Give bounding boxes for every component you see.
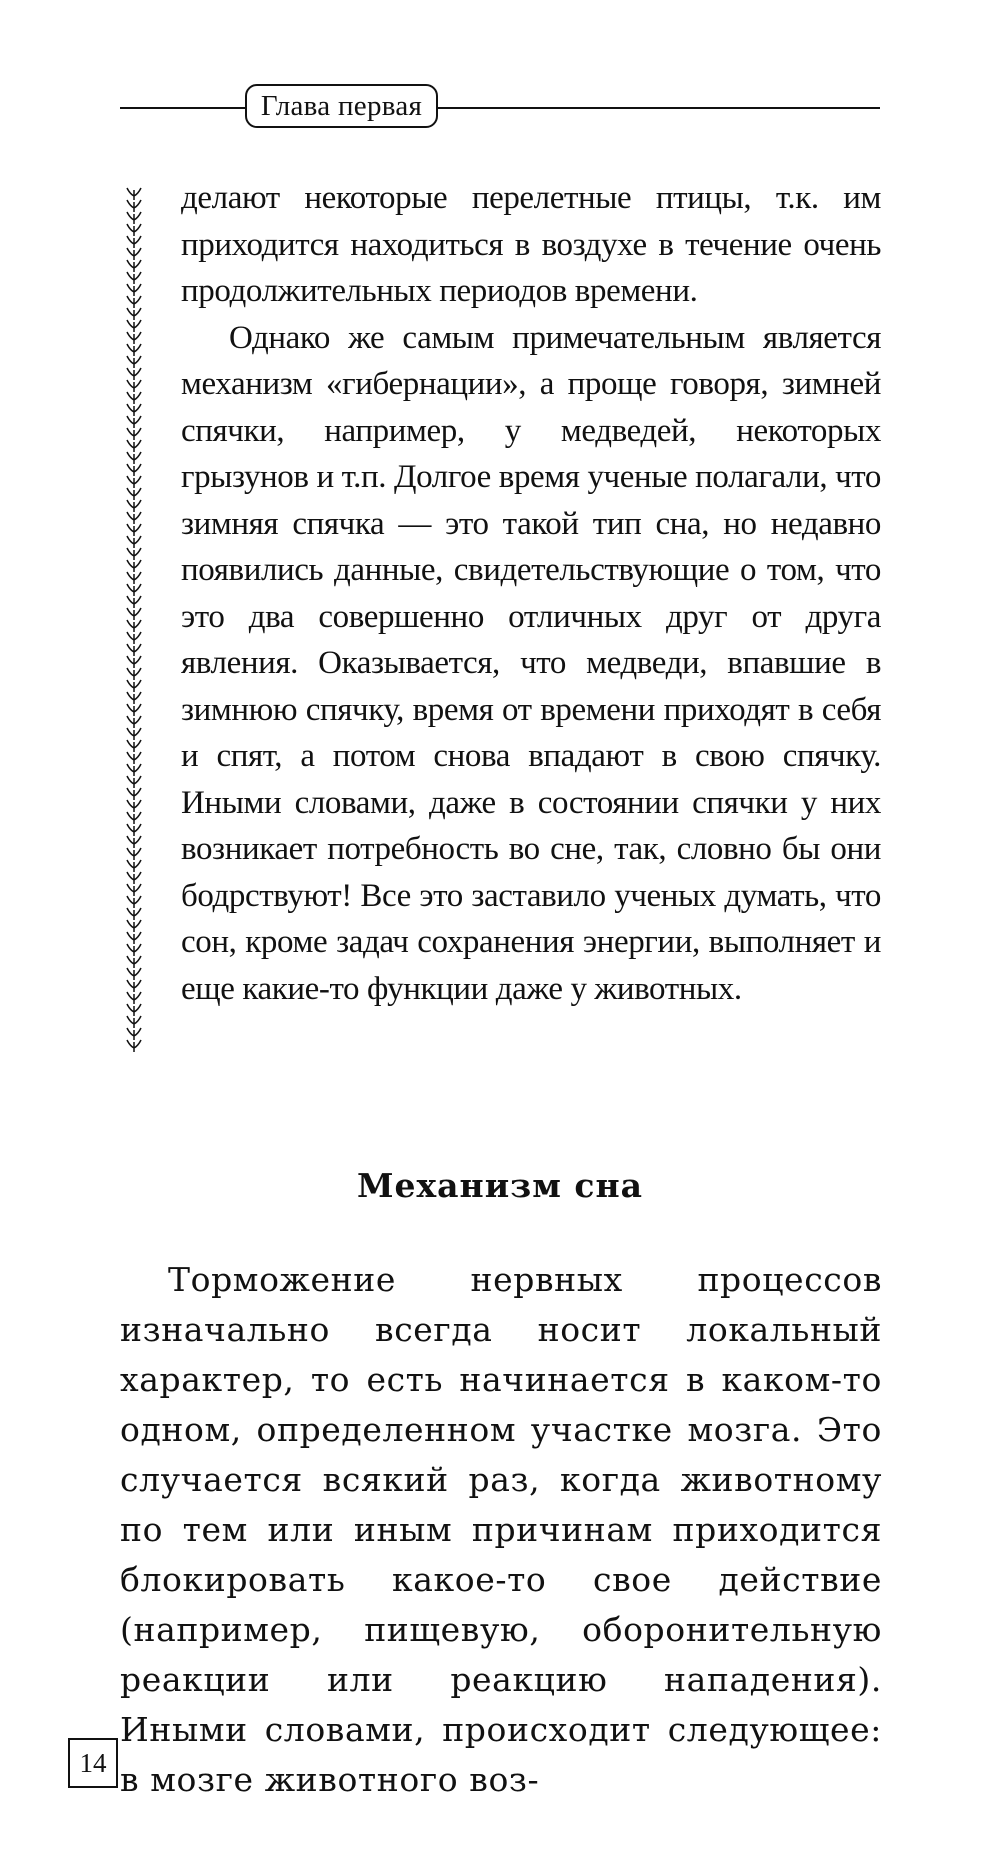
paragraph-sleep-mechanism: Торможение нервных процессов изначально всегда носит локальный характер, то есть начинается в каком-то одном, определенном участке мозга. Это случается всякий раз, когда животному по тем или иным причинам приходится блокировать какое-то свое действие (например, пищевую, оборонительную реакции или реакцию нападения). Иными словами, происходит следующее: в мозге животного воз- [120,1260,882,1799]
paragraph-hibernation: Однако же самым примечательным является механизм «гибернации», а проще говоря, зимней спячки, например, у медведей, некоторых грызунов и т.п. Долгое время ученые полагали, что зимняя спячка — это такой тип сна, но недавно появились данные, свидетельствующие о том, что это два совершенно отличных друг от друга явления. Оказывается, что медведи, впавшие в зимнюю спячку, время от времени приходят в себя и спят, а потом снова впадают в свою спячку. Иными словами, даже в состоянии спячки у них возникает потребность во сне, так, словно бы они бодрствуют! Все это заставило ученых думать, что сон, кроме задач сохранения энергии, выполняет и еще какие-то функции даже у животных. [181,319,881,1007]
page-number: 14 [68,1738,118,1788]
header-rule-left [120,107,245,109]
section-heading: Механизм сна [356,1166,644,1205]
body-text-section [120,1255,882,1805]
chapter-title: Глава первая [245,84,438,128]
header-rule-right [438,107,880,109]
body-text-top [181,175,881,1012]
paragraph-continued: делают некоторые перелетные птицы, т.к. им приходится находиться в воздухе в течение очень продолжительных периодов времени. [181,180,881,309]
wheat-chain-icon [124,186,144,1052]
running-header [120,84,880,130]
